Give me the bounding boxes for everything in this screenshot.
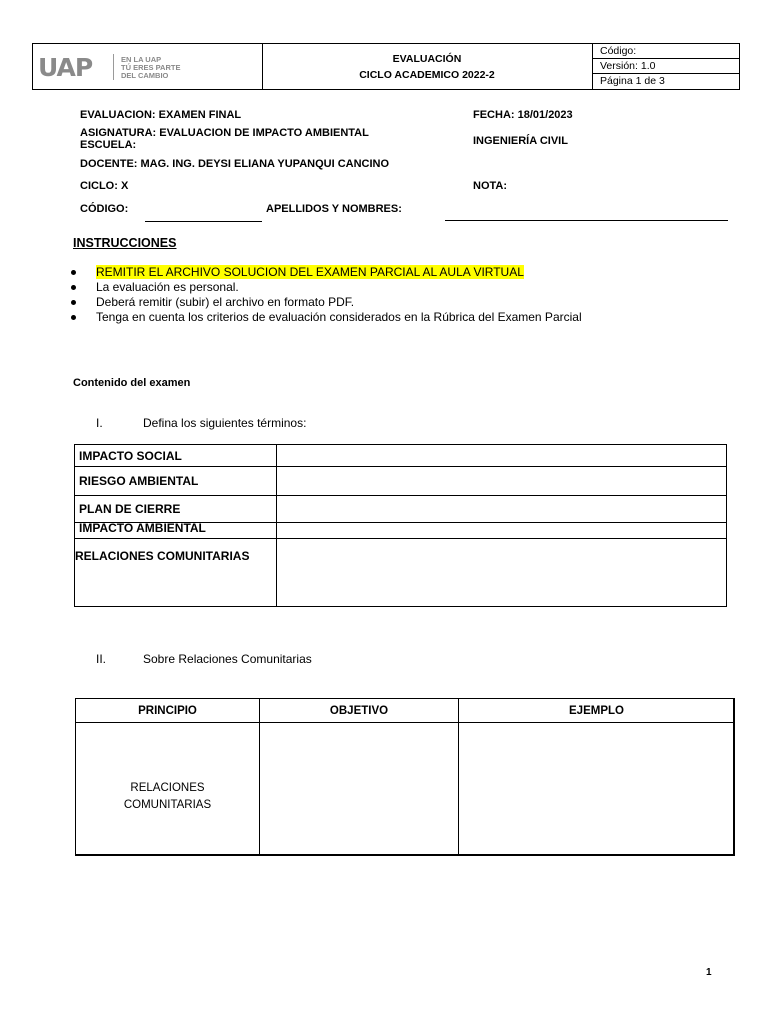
uap-logo: UAP [38,53,93,82]
bullet-icon [71,315,76,320]
asignatura-label: ASIGNATURA: EVALUACION DE IMPACTO AMBIENTAL [80,127,369,139]
table-divider [75,538,726,539]
table-divider [76,722,734,723]
column-header-principio: PRINCIPIO [138,705,197,717]
apellidos-blank-line [445,220,728,221]
evaluacion-label: EVALUACION: EXAMEN FINAL [80,109,242,121]
pagina-field: Página 1 de 3 [600,75,665,87]
instruction-text: La evaluación es personal. [96,280,239,294]
instruction-text: Tenga en cuenta los criterios de evaluación considerados en la Rúbrica del Examen Parcial [96,310,582,324]
table-divider [259,699,260,855]
term-label: RELACIONES COMUNITARIAS [75,549,250,563]
logo-tagline-line: EN LA UAP [121,55,162,64]
instruction-text: Deberá remitir (subir) el archivo en formato PDF. [96,295,355,309]
instructions-title: INSTRUCCIONES [73,236,177,250]
docente-label: DOCENTE: MAG. ING. DEYSI ELIANA YUPANQUI CANCINO [80,158,390,170]
header-subtitle: CICLO ACADEMICO 2022-2 [359,69,495,81]
table-divider [75,466,726,467]
escuela-value: INGENIERÍA CIVIL [473,135,568,147]
fecha-label: FECHA: 18/01/2023 [473,109,573,121]
logo-tagline-line: TÚ ERES PARTE [121,63,181,72]
principle-cell-line: COMUNITARIAS [123,799,212,811]
bullet-icon [71,270,76,275]
apellidos-label: APELLIDOS Y NOMBRES: [266,203,402,215]
logo-tagline-line: DEL CAMBIO [121,71,169,80]
logo-separator [113,54,114,80]
ciclo-label: CICLO: X [80,180,129,192]
codigo-blank-line [145,221,262,222]
term-label: RIESGO AMBIENTAL [79,474,199,488]
table-divider [458,699,459,855]
logo-tagline [121,56,180,80]
codigo-label: CÓDIGO: [80,203,129,215]
codigo-field: Código: [593,44,739,59]
principles-table [75,698,735,856]
nota-label: NOTA: [473,180,508,192]
logo-cell [33,44,263,89]
bullet-icon [71,285,76,290]
version-field: Versión: 1.0 [593,59,739,74]
term-label: PLAN DE CIERRE [79,502,181,516]
escuela-label: ESCUELA: [80,139,137,151]
terms-table [74,444,727,607]
term-label: IMPACTO AMBIENTAL [79,521,206,535]
column-header-ejemplo: EJEMPLO [569,705,624,717]
column-header-objetivo: OBJETIVO [329,705,389,717]
header-title-cell [262,44,593,89]
question-text: Defina los siguientes términos: [143,416,307,430]
question-number: II. [96,652,107,666]
page-number: 1 [706,967,712,978]
question-number: I. [96,416,103,430]
table-divider [276,445,277,606]
table-divider [75,495,726,496]
term-label: IMPACTO SOCIAL [79,449,182,463]
bullet-icon [71,300,76,305]
header-meta-cell [593,44,739,89]
principle-cell-line: RELACIONES [130,782,205,794]
content-title: Contenido del examen [73,377,191,389]
instruction-text-highlighted: REMITIR EL ARCHIVO SOLUCION DEL EXAMEN PARCIAL AL AULA VIRTUAL [96,265,524,279]
header-title: EVALUACIÓN [392,53,462,65]
document-header [32,43,740,90]
question-text: Sobre Relaciones Comunitarias [143,652,312,666]
